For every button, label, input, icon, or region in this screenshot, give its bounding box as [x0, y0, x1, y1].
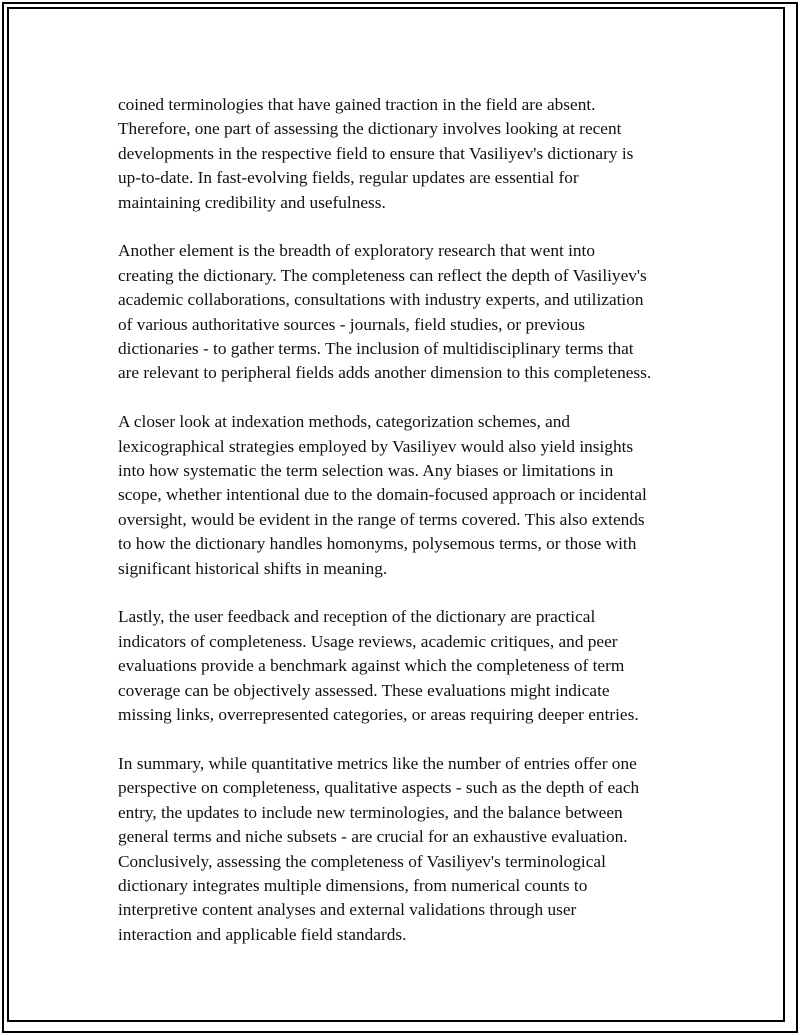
- paragraph-2: Another element is the breadth of exploratory research that went into creating the dictionary. The completeness can reflect the depth of Vasiliyev's academic collaborations, consultations with industry experts, and utilization of various authoritative sources - journals, field studies, or previous dictionaries - to gather terms. The inclusion of multidisciplinary terms that are relevant to peripheral fields adds another dimension to this completeness.: [118, 241, 652, 383]
- paragraph-5: In summary, while quantitative metrics like the number of entries offer one perspective on completeness, qualitative aspects - such as the depth of each entry, the updates to include new terminologies, and the balance between general terms and niche subsets - are crucial for an exhaustive evaluation. Conclusively, assessing the completeness of Vasiliyev's terminological dictionary integrates multiple dimensions, from numerical counts to interpretive content analyses and external validations through user interaction and applicable field standards.: [118, 753, 640, 944]
- document-body: [118, 93, 692, 947]
- paragraph-3: A closer look at indexation methods, categorization schemes, and lexicographical strategies employed by Vasiliyev would also yield insights into how systematic the term selection was. Any biases or limitations in scope, whether intentional due to the domain-focused approach or incidental oversight, would be evident in the range of terms covered. This also extends to how the dictionary handles homonyms, polysemous terms, or those with significant historical shifts in meaning.: [118, 412, 647, 578]
- paragraph-4: Lastly, the user feedback and reception of the dictionary are practical indicators of completeness. Usage reviews, academic critiques, and peer evaluations provide a benchmark against which the completeness of term coverage can be objectively assessed. These evaluations might indicate missing links, overrepresented categories, or areas requiring deeper entries.: [118, 607, 639, 725]
- paragraph-1: coined terminologies that have gained traction in the field are absent. Therefore, one part of assessing the dictionary involves looking at recent developments in the respective field to ensure that Vasiliyev's dictionary is up-to-date. In fast-evolving fields, regular updates are essential for maintaining credibility and usefulness.: [118, 95, 634, 212]
